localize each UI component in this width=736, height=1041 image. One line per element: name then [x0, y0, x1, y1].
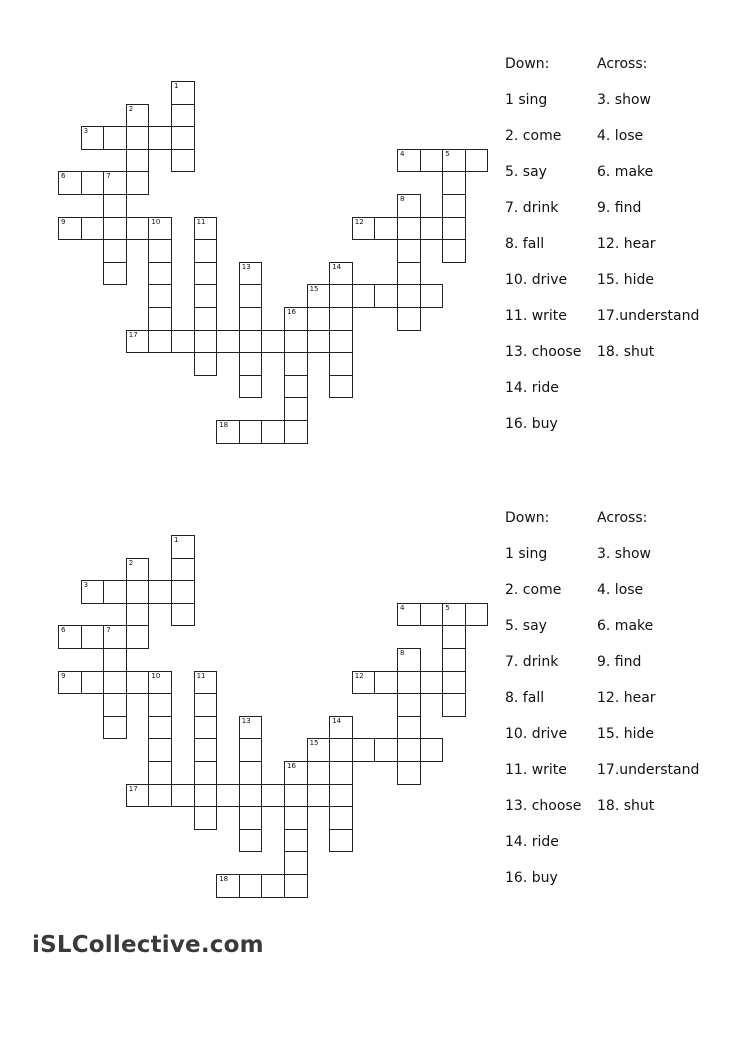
- clue-number: 5: [445, 149, 450, 158]
- crossword-cell[interactable]: [148, 716, 172, 740]
- down-clue: 10. drive: [505, 726, 568, 742]
- crossword-cell[interactable]: [126, 558, 150, 582]
- crossword-cell[interactable]: [420, 217, 444, 241]
- crossword-cell[interactable]: [352, 284, 376, 308]
- crossword-cell[interactable]: [397, 307, 421, 331]
- down-clue: 2. come: [505, 582, 562, 598]
- clue-number: 15: [309, 739, 319, 748]
- crossword-cell[interactable]: [216, 874, 240, 898]
- crossword-cell[interactable]: [239, 284, 263, 308]
- crossword-cell[interactable]: [81, 126, 105, 150]
- crossword-cell[interactable]: [329, 352, 353, 376]
- down-clue: 14. ride: [505, 834, 559, 850]
- crossword-cell[interactable]: [261, 330, 285, 354]
- across-clue: 18. shut: [597, 798, 655, 814]
- crossword-cell[interactable]: [329, 716, 353, 740]
- clue-number: 14: [332, 262, 342, 271]
- crossword-cell[interactable]: [126, 171, 150, 195]
- crossword-cell[interactable]: [103, 262, 127, 286]
- crossword-cell[interactable]: [126, 784, 150, 808]
- clue-number: 3: [83, 581, 89, 590]
- crossword-cell[interactable]: [126, 330, 150, 354]
- clue-number: 5: [445, 603, 450, 612]
- crossword-cell[interactable]: [148, 761, 172, 785]
- crossword-cell[interactable]: [148, 693, 172, 717]
- crossword-cell[interactable]: [284, 330, 308, 354]
- crossword-cell[interactable]: [307, 330, 331, 354]
- crossword-cell[interactable]: [397, 693, 421, 717]
- crossword-cell[interactable]: [194, 307, 218, 331]
- down-clue: 10. drive: [505, 272, 568, 288]
- down-clue: 16. buy: [505, 870, 558, 886]
- crossword-cell[interactable]: [239, 806, 263, 830]
- crossword-cell[interactable]: [148, 738, 172, 762]
- down-clue: 1 sing: [505, 546, 548, 562]
- crossword-cell[interactable]: [194, 671, 218, 695]
- crossword-cell[interactable]: [239, 330, 263, 354]
- crossword-cell[interactable]: [442, 603, 466, 627]
- crossword-cell[interactable]: [148, 784, 172, 808]
- crossword-cell[interactable]: [307, 738, 331, 762]
- crossword-cell[interactable]: [148, 262, 172, 286]
- down-clue: 2. come: [505, 128, 562, 144]
- clue-number: 16: [287, 762, 296, 770]
- down-clue: 13. choose: [505, 798, 582, 814]
- across-clue: 17.understand: [597, 762, 700, 778]
- across-clue: 4. lose: [597, 582, 644, 598]
- down-clue: 11. write: [505, 762, 567, 778]
- crossword-cell[interactable]: [329, 806, 353, 830]
- clue-number: 17: [128, 330, 138, 339]
- crossword-cell[interactable]: [397, 239, 421, 263]
- crossword-cell[interactable]: [465, 603, 489, 627]
- crossword-cell[interactable]: [284, 851, 308, 875]
- crossword-cell[interactable]: [103, 648, 127, 672]
- crossword-cell[interactable]: [126, 104, 150, 128]
- crossword-worksheet-bottom: [0, 454, 736, 908]
- site-watermark: iSLCollective.com: [32, 932, 264, 958]
- crossword-cell[interactable]: [397, 217, 421, 241]
- down-clue: 8. fall: [505, 690, 545, 706]
- across-heading: Across:: [597, 56, 648, 72]
- crossword-cell[interactable]: [284, 874, 308, 898]
- clue-number: 10: [151, 217, 161, 226]
- crossword-cell[interactable]: [148, 126, 172, 150]
- crossword-cell[interactable]: [284, 375, 308, 399]
- across-clue: 6. make: [597, 618, 654, 634]
- crossword-cell[interactable]: [148, 284, 172, 308]
- across-clue: 15. hide: [597, 272, 654, 288]
- crossword-cell[interactable]: [81, 625, 105, 649]
- crossword-cell[interactable]: [442, 693, 466, 717]
- across-clue: 9. find: [597, 654, 642, 670]
- down-clue: 7. drink: [505, 654, 559, 670]
- crossword-cell[interactable]: [352, 671, 376, 695]
- crossword-cell[interactable]: [126, 580, 150, 604]
- across-clue: 6. make: [597, 164, 654, 180]
- crossword-cell[interactable]: [239, 307, 263, 331]
- crossword-cell[interactable]: [284, 420, 308, 444]
- down-clue: 11. write: [505, 308, 567, 324]
- crossword-cell[interactable]: [465, 149, 489, 173]
- clue-number: 16: [287, 308, 296, 316]
- down-heading: Down:: [505, 510, 550, 526]
- crossword-cell[interactable]: [194, 217, 218, 241]
- crossword-cell[interactable]: [284, 806, 308, 830]
- across-clue: 9. find: [597, 200, 642, 216]
- across-clue: 17.understand: [597, 308, 700, 324]
- crossword-cell[interactable]: [239, 716, 263, 740]
- crossword-cell[interactable]: [171, 558, 195, 582]
- crossword-cell[interactable]: [442, 625, 466, 649]
- across-clue: 4. lose: [597, 128, 644, 144]
- down-clue: 13. choose: [505, 344, 582, 360]
- crossword-cell[interactable]: [442, 217, 466, 241]
- crossword-cell[interactable]: [103, 217, 127, 241]
- crossword-cell[interactable]: [284, 352, 308, 376]
- crossword-cell[interactable]: [329, 784, 353, 808]
- crossword-cell[interactable]: [374, 217, 398, 241]
- crossword-cell[interactable]: [148, 217, 172, 241]
- crossword-cell[interactable]: [216, 330, 240, 354]
- crossword-cell[interactable]: [442, 194, 466, 218]
- clue-number: 4: [400, 603, 405, 612]
- crossword-cell[interactable]: [329, 738, 353, 762]
- crossword-cell[interactable]: [126, 149, 150, 173]
- clue-number: 9: [61, 671, 66, 680]
- crossword-cell[interactable]: [397, 761, 421, 785]
- crossword-cell[interactable]: [374, 671, 398, 695]
- crossword-cell[interactable]: [374, 738, 398, 762]
- crossword-cell[interactable]: [216, 420, 240, 444]
- crossword-cell[interactable]: [329, 330, 353, 354]
- crossword-worksheet-top: [0, 0, 736, 454]
- crossword-cell[interactable]: [194, 284, 218, 308]
- crossword-cell[interactable]: [171, 330, 195, 354]
- crossword-cell[interactable]: [261, 784, 285, 808]
- crossword-cell[interactable]: [284, 784, 308, 808]
- crossword-cell[interactable]: [239, 761, 263, 785]
- crossword-cell[interactable]: [126, 625, 150, 649]
- crossword-cell[interactable]: [171, 580, 195, 604]
- crossword-cell[interactable]: [58, 171, 82, 195]
- across-clue: 3. show: [597, 546, 651, 562]
- crossword-cell[interactable]: [239, 262, 263, 286]
- crossword-cell[interactable]: [329, 375, 353, 399]
- crossword-cell[interactable]: [352, 217, 376, 241]
- crossword-cell[interactable]: [103, 716, 127, 740]
- clue-number: 8: [400, 195, 405, 203]
- clue-number: 9: [61, 217, 66, 226]
- clue-number: 18: [219, 875, 229, 883]
- clue-number: 7: [106, 626, 111, 635]
- crossword-cell[interactable]: [239, 874, 263, 898]
- crossword-cell[interactable]: [58, 671, 82, 695]
- clue-number: 1: [174, 536, 179, 544]
- crossword-cell[interactable]: [148, 580, 172, 604]
- clue-number: 17: [128, 784, 138, 793]
- crossword-cell[interactable]: [194, 352, 218, 376]
- clue-number: 18: [219, 421, 229, 429]
- crossword-cell[interactable]: [442, 149, 466, 173]
- crossword-cell[interactable]: [420, 284, 444, 308]
- crossword-cell[interactable]: [397, 716, 421, 740]
- crossword-cell[interactable]: [397, 603, 421, 627]
- crossword-cell[interactable]: [374, 284, 398, 308]
- crossword-cell[interactable]: [194, 738, 218, 762]
- clue-number: 11: [196, 217, 206, 226]
- crossword-cell[interactable]: [397, 284, 421, 308]
- crossword-cell[interactable]: [148, 671, 172, 695]
- across-clue: 12. hear: [597, 690, 656, 706]
- crossword-cell[interactable]: [284, 397, 308, 421]
- crossword-cell[interactable]: [239, 738, 263, 762]
- clue-number: 13: [241, 716, 251, 725]
- clue-number: 6: [61, 172, 66, 181]
- down-heading: Down:: [505, 56, 550, 72]
- crossword-cell[interactable]: [171, 603, 195, 627]
- crossword-cell[interactable]: [194, 784, 218, 808]
- clue-number: 10: [151, 671, 161, 680]
- down-clue: 5. say: [505, 618, 547, 634]
- crossword-cell[interactable]: [397, 738, 421, 762]
- crossword-cell[interactable]: [420, 149, 444, 173]
- clue-number: 6: [61, 626, 66, 635]
- crossword-cell[interactable]: [148, 330, 172, 354]
- crossword-cell[interactable]: [81, 580, 105, 604]
- crossword-cell[interactable]: [442, 671, 466, 695]
- crossword-cell[interactable]: [261, 420, 285, 444]
- crossword-cell[interactable]: [171, 535, 195, 559]
- clue-number: 4: [400, 149, 405, 158]
- crossword-cell[interactable]: [171, 81, 195, 105]
- crossword-cell[interactable]: [329, 262, 353, 286]
- crossword-cell[interactable]: [284, 761, 308, 785]
- clue-number: 2: [128, 558, 134, 567]
- crossword-cell[interactable]: [81, 671, 105, 695]
- clue-number: 2: [128, 104, 134, 113]
- crossword-cell[interactable]: [103, 671, 127, 695]
- crossword-cell[interactable]: [239, 784, 263, 808]
- crossword-cell[interactable]: [329, 829, 353, 853]
- crossword-cell[interactable]: [171, 126, 195, 150]
- crossword-cell[interactable]: [284, 307, 308, 331]
- down-clue: 16. buy: [505, 416, 558, 432]
- crossword-cell[interactable]: [171, 784, 195, 808]
- crossword-cell[interactable]: [194, 693, 218, 717]
- down-clue: 1 sing: [505, 92, 548, 108]
- crossword-cell[interactable]: [442, 171, 466, 195]
- crossword-cell[interactable]: [126, 126, 150, 150]
- crossword-cell[interactable]: [329, 761, 353, 785]
- crossword-cell[interactable]: [103, 126, 127, 150]
- crossword-cell[interactable]: [81, 217, 105, 241]
- across-clue: 3. show: [597, 92, 651, 108]
- crossword-cell[interactable]: [352, 738, 376, 762]
- crossword-cell[interactable]: [171, 149, 195, 173]
- crossword-cell[interactable]: [81, 171, 105, 195]
- clue-number: 13: [241, 262, 251, 271]
- crossword-cell[interactable]: [126, 217, 150, 241]
- across-clue: 15. hide: [597, 726, 654, 742]
- clue-number: 14: [332, 716, 342, 725]
- crossword-cell[interactable]: [103, 625, 127, 649]
- clue-number: 1: [174, 82, 179, 90]
- crossword-cell[interactable]: [307, 784, 331, 808]
- down-clue: 8. fall: [505, 236, 545, 252]
- crossword-cell[interactable]: [58, 217, 82, 241]
- down-clue: 14. ride: [505, 380, 559, 396]
- clue-number: 12: [354, 217, 364, 226]
- across-heading: Across:: [597, 510, 648, 526]
- crossword-cell[interactable]: [194, 716, 218, 740]
- crossword-cell[interactable]: [329, 307, 353, 331]
- crossword-cell[interactable]: [420, 603, 444, 627]
- crossword-cell[interactable]: [420, 738, 444, 762]
- crossword-cell[interactable]: [397, 671, 421, 695]
- crossword-cell[interactable]: [239, 375, 263, 399]
- crossword-cell[interactable]: [284, 829, 308, 853]
- crossword-cell[interactable]: [126, 671, 150, 695]
- crossword-cell[interactable]: [171, 104, 195, 128]
- crossword-cell[interactable]: [442, 648, 466, 672]
- crossword-cell[interactable]: [126, 603, 150, 627]
- crossword-cell[interactable]: [103, 171, 127, 195]
- down-clue: 5. say: [505, 164, 547, 180]
- crossword-cell[interactable]: [420, 671, 444, 695]
- crossword-cell[interactable]: [442, 239, 466, 263]
- crossword-cell[interactable]: [103, 239, 127, 263]
- across-clue: 18. shut: [597, 344, 655, 360]
- crossword-cell[interactable]: [397, 262, 421, 286]
- crossword-cell[interactable]: [103, 693, 127, 717]
- crossword-cell[interactable]: [194, 262, 218, 286]
- crossword-cell[interactable]: [103, 580, 127, 604]
- crossword-cell[interactable]: [103, 194, 127, 218]
- crossword-cell[interactable]: [239, 829, 263, 853]
- crossword-cell[interactable]: [397, 648, 421, 672]
- crossword-cell[interactable]: [58, 625, 82, 649]
- clue-number: 7: [106, 172, 111, 181]
- clue-number: 12: [354, 671, 364, 680]
- crossword-cell[interactable]: [194, 239, 218, 263]
- crossword-cell[interactable]: [239, 352, 263, 376]
- crossword-cell[interactable]: [194, 806, 218, 830]
- crossword-cell[interactable]: [261, 874, 285, 898]
- crossword-cell[interactable]: [329, 284, 353, 308]
- crossword-cell[interactable]: [397, 149, 421, 173]
- crossword-cell[interactable]: [397, 194, 421, 218]
- crossword-cell[interactable]: [239, 420, 263, 444]
- crossword-cell[interactable]: [194, 330, 218, 354]
- crossword-cell[interactable]: [148, 307, 172, 331]
- crossword-cell[interactable]: [148, 239, 172, 263]
- down-clue: 7. drink: [505, 200, 559, 216]
- crossword-cell[interactable]: [307, 284, 331, 308]
- clue-number: 3: [83, 127, 89, 136]
- clue-number: 15: [309, 285, 319, 294]
- clue-number: 11: [196, 671, 206, 680]
- crossword-cell[interactable]: [194, 761, 218, 785]
- crossword-cell[interactable]: [216, 784, 240, 808]
- across-clue: 12. hear: [597, 236, 656, 252]
- clue-number: 8: [400, 649, 405, 657]
